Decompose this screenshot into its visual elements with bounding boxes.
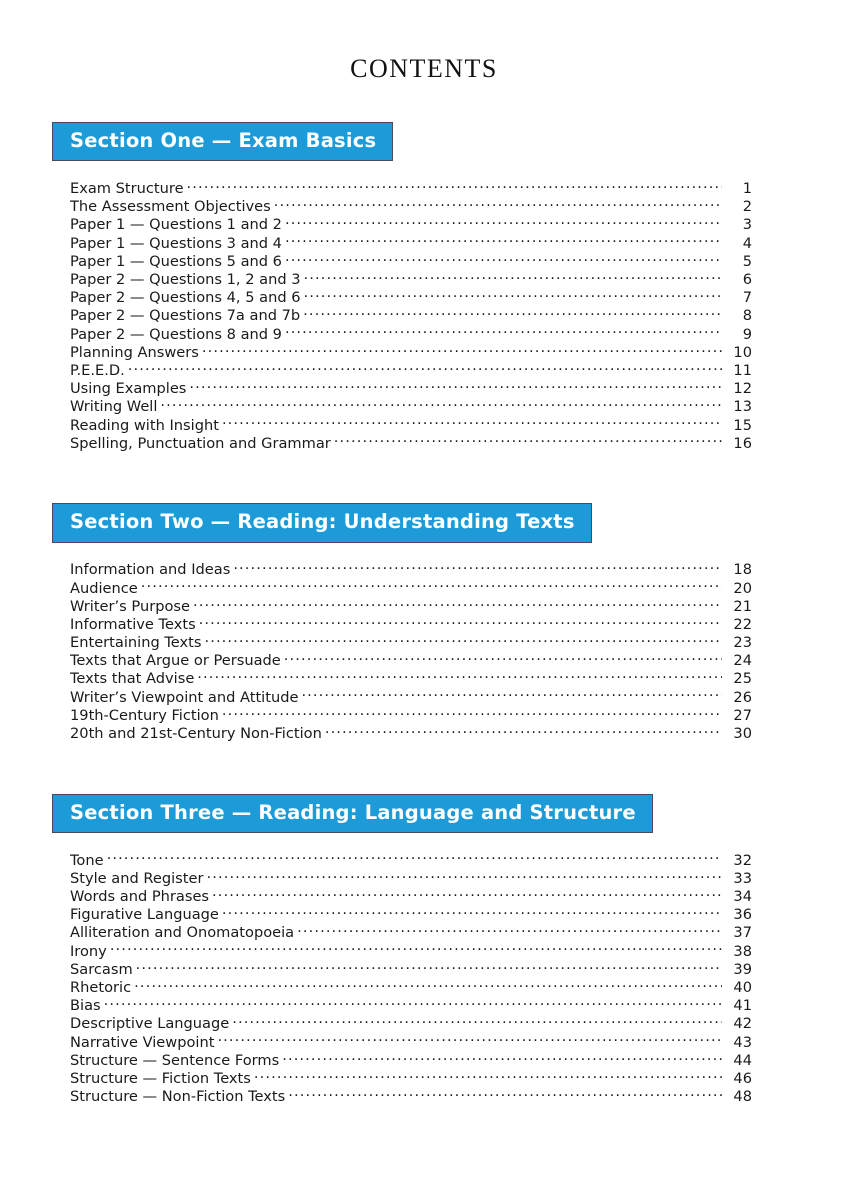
toc-entry-title: Paper 2 — Questions 1, 2 and 3 [70,271,301,288]
toc-entry[interactable] [70,596,752,614]
toc-dot-leader [232,1014,722,1029]
toc-entry-title: Paper 1 — Questions 1 and 2 [70,216,282,234]
toc-entry-title: Paper 1 — Questions 3 and 4 [70,234,282,252]
section-header-two: Section Two — Reading: Understanding Texts [52,503,592,542]
section-header-three: Section Three — Reading: Language and Structure [52,794,653,833]
toc-dot-leader [297,923,722,938]
toc-entry[interactable] [70,233,752,251]
toc-entry-page-number: 9 [742,325,752,343]
toc-entry-title: Information and Ideas [70,561,231,578]
toc-entry[interactable] [70,1014,752,1032]
toc-entry-page-number: 38 [733,942,752,960]
toc-entry-page-number: 24 [733,652,752,669]
toc-dot-leader [254,1068,722,1083]
toc-entry-title: Rhetoric [70,979,132,996]
toc-entry[interactable] [70,614,752,632]
toc-entry[interactable] [70,941,752,959]
toc-entry-title: Alliteration and Onomatopoeia [70,924,295,942]
toc-entry-page-number: 26 [733,688,752,706]
toc-entry[interactable] [70,342,752,360]
toc-entry-title: Structure — Non-Fiction Texts [70,1088,286,1105]
toc-entry[interactable] [70,723,752,741]
toc-dot-leader [202,342,722,357]
toc-entry-page-number: 42 [733,1015,752,1032]
toc-dot-leader [193,596,722,611]
toc-entry-page-number: 30 [733,725,752,742]
toc-entry-page-number: 37 [733,924,752,942]
toc-entry-title: Paper 2 — Questions 4, 5 and 6 [70,289,301,306]
toc-entry-title: Words and Phrases [70,888,210,905]
toc-entry-title: Exam Structure [70,180,184,197]
toc-dot-leader [284,651,722,666]
toc-entry-page-number: 20 [733,579,752,597]
toc-entry-page-number: 12 [733,380,752,397]
toc-dot-leader [128,360,722,375]
toc-dot-leader [285,251,722,266]
toc-entry[interactable] [70,959,752,977]
toc-dot-leader [104,996,722,1011]
toc-dot-leader [288,1087,722,1102]
toc-entry-page-number: 25 [733,670,752,688]
toc-entry-title: Writer’s Viewpoint and Attitude [70,688,299,706]
toc-entry-title: Descriptive Language [70,1015,230,1032]
toc-entry[interactable] [70,397,752,415]
toc-entry-title: Spelling, Punctuation and Grammar [70,434,331,452]
toc-list-two [52,543,752,742]
toc-entry[interactable] [70,886,752,904]
toc-entry[interactable] [70,1087,752,1105]
toc-entry[interactable] [70,705,752,723]
toc-dot-leader [160,397,722,412]
section-spacer-one [52,451,752,503]
toc-dot-leader [274,197,722,212]
toc-dot-leader [222,705,722,720]
toc-entry-title: Texts that Argue or Persuade [70,652,281,669]
toc-entry-title: Sarcasm [70,960,133,978]
toc-dot-leader [285,324,722,339]
toc-dot-leader [301,687,722,702]
toc-dot-leader [136,959,722,974]
toc-entry[interactable] [70,197,752,215]
toc-dot-leader [325,723,722,738]
toc-dot-leader [222,415,722,430]
toc-dot-leader [304,288,722,303]
toc-dot-leader [285,233,722,248]
toc-entry[interactable] [70,360,752,378]
toc-list-one [52,161,752,451]
toc-entry-title: Tone [70,851,104,869]
toc-entry-title: Informative Texts [70,615,196,633]
toc-entry-page-number: 23 [733,634,752,651]
toc-dot-leader [304,269,722,284]
toc-entry-title: Style and Register [70,869,204,887]
toc-entry-page-number: 34 [733,888,752,905]
toc-entry[interactable] [70,651,752,669]
toc-dot-leader [282,1050,722,1065]
toc-entry-title: 19th-Century Fiction [70,706,219,724]
toc-entry-page-number: 41 [733,997,752,1014]
section-block-three [52,794,752,1105]
toc-entry-page-number: 2 [742,198,752,215]
toc-entry[interactable] [70,633,752,651]
toc-dot-leader [199,614,722,629]
toc-dot-leader [303,306,722,321]
toc-dot-leader [334,433,722,448]
toc-entry-title: Bias [70,997,101,1014]
toc-dot-leader [285,215,722,230]
toc-entry-title: P.E.E.D. [70,361,125,379]
toc-entry[interactable] [70,324,752,342]
toc-entry[interactable] [70,578,752,596]
toc-dot-leader [222,905,722,920]
toc-dot-leader [217,1032,722,1047]
toc-entry[interactable] [70,415,752,433]
toc-dot-leader [107,850,722,865]
toc-entry[interactable] [70,669,752,687]
toc-dot-leader [204,633,722,648]
toc-entry-title: Entertaining Texts [70,634,202,651]
section-header-one: Section One — Exam Basics [52,122,393,161]
toc-entry-page-number: 36 [733,906,752,923]
toc-entry-page-number: 18 [733,561,752,578]
toc-entry-page-number: 15 [733,416,752,434]
toc-entry-title: Paper 2 — Questions 8 and 9 [70,325,282,343]
toc-entry-title: 20th and 21st-Century Non-Fiction [70,725,322,742]
toc-entry-page-number: 11 [733,361,752,379]
toc-entry[interactable] [70,379,752,397]
toc-entry[interactable] [70,178,752,196]
toc-entry[interactable] [70,850,752,868]
toc-entry[interactable] [70,977,752,995]
toc-dot-leader [187,178,722,193]
toc-entry-title: Writer’s Purpose [70,597,190,615]
toc-list-three [52,833,752,1105]
toc-entry[interactable] [70,215,752,233]
toc-entry-title: Figurative Language [70,906,219,923]
toc-entry-page-number: 16 [733,434,752,452]
section-spacer-two [52,742,752,794]
toc-entry-title: Reading with Insight [70,416,219,434]
toc-entry[interactable] [70,288,752,306]
toc-entry-page-number: 5 [742,252,752,270]
toc-dot-leader [189,379,722,394]
toc-entry-title: The Assessment Objectives [70,198,271,215]
toc-dot-leader [134,977,722,992]
toc-entry-page-number: 13 [733,398,752,415]
toc-entry[interactable] [70,560,752,578]
toc-entry[interactable] [70,251,752,269]
toc-entry[interactable] [70,1068,752,1086]
toc-entry-page-number: 27 [733,706,752,724]
toc-entry[interactable] [70,269,752,287]
contents-body [52,122,752,1105]
toc-entry-page-number: 8 [742,307,752,324]
toc-dot-leader [197,669,722,684]
toc-entry-page-number: 1 [742,180,752,197]
toc-entry[interactable] [70,923,752,941]
section-block-one [52,122,752,451]
toc-entry[interactable] [70,687,752,705]
toc-entry-page-number: 39 [733,960,752,978]
toc-dot-leader [212,886,722,901]
toc-entry[interactable] [70,1032,752,1050]
toc-entry-page-number: 21 [733,597,752,615]
toc-entry[interactable] [70,1050,752,1068]
toc-entry-page-number: 48 [733,1088,752,1105]
toc-entry-title: Planning Answers [70,343,199,361]
toc-entry-page-number: 40 [733,979,752,996]
toc-entry-page-number: 7 [742,289,752,306]
page-title: contents [350,45,498,86]
section-block-two [52,503,752,741]
toc-dot-leader [206,868,722,883]
toc-entry-page-number: 43 [733,1033,752,1051]
toc-entry-title: Writing Well [70,398,158,415]
toc-entry-title: Texts that Advise [70,670,195,688]
toc-dot-leader [110,941,722,956]
toc-entry-page-number: 4 [742,234,752,252]
toc-entry-title: Structure — Fiction Texts [70,1069,251,1087]
toc-entry[interactable] [70,905,752,923]
toc-dot-leader [141,578,722,593]
toc-entry-page-number: 6 [742,271,752,288]
toc-entry-title: Paper 2 — Questions 7a and 7b [70,307,301,324]
toc-entry-page-number: 44 [733,1051,752,1069]
toc-entry-page-number: 3 [742,216,752,234]
toc-entry[interactable] [70,306,752,324]
toc-entry-title: Structure — Sentence Forms [70,1051,280,1069]
toc-entry-page-number: 33 [733,869,752,887]
toc-entry-page-number: 32 [733,851,752,869]
toc-entry-page-number: 22 [733,615,752,633]
toc-entry[interactable] [70,868,752,886]
toc-entry-title: Narrative Viewpoint [70,1033,215,1051]
toc-entry-page-number: 46 [733,1069,752,1087]
toc-entry-page-number: 10 [733,343,752,361]
toc-entry[interactable] [70,433,752,451]
toc-entry-title: Irony [70,942,107,960]
toc-dot-leader [233,560,722,575]
toc-entry-title: Audience [70,579,138,597]
toc-entry[interactable] [70,996,752,1014]
toc-entry-title: Using Examples [70,380,187,397]
toc-entry-title: Paper 1 — Questions 5 and 6 [70,252,282,270]
